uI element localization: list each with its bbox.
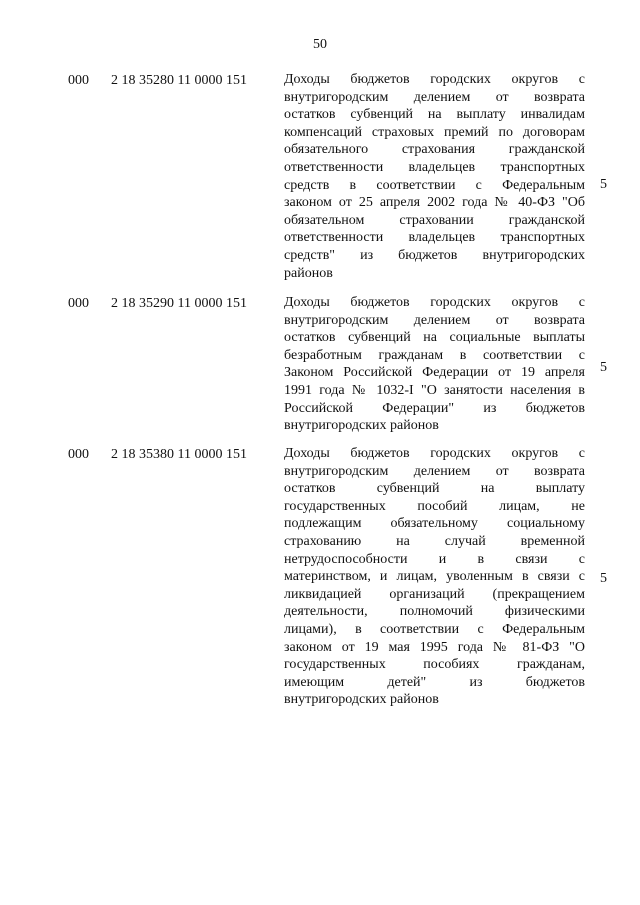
description-line: государственных пособиях гражданам, — [284, 657, 585, 673]
description-line: средств" из бюджетов внутригородских — [284, 247, 585, 263]
row-value: 5 — [600, 571, 607, 586]
budget-classification-code: 2 18 35290 11 0000 151 — [111, 296, 247, 311]
description-line: обязательного страхования гражданской — [284, 142, 585, 158]
income-description — [284, 71, 585, 282]
income-description — [284, 294, 585, 435]
description-line: внутригородских районов — [284, 692, 439, 708]
description-line: ответственности владельцев транспортных — [284, 159, 585, 175]
description-line: законом от 19 мая 1995 года № 81-ФЗ "О — [284, 639, 585, 655]
description-line: ответственности владельцев транспортных — [284, 230, 585, 246]
description-line: остатков субвенций на выплату — [284, 481, 585, 497]
description-line: внутригородским делением от возврата — [284, 463, 585, 479]
description-line: внутригородских районов — [284, 418, 439, 434]
description-line: ликвидацией организаций (прекращением — [284, 586, 585, 602]
admin-code: 000 — [68, 73, 89, 88]
description-line: материнством, и лицам, уволенным в связи с — [284, 569, 585, 585]
description-line: Российской Федерации" из бюджетов — [284, 400, 585, 416]
admin-code: 000 — [68, 296, 89, 311]
admin-code: 000 — [68, 447, 89, 462]
description-line: государственных пособий лицам, не — [284, 498, 585, 514]
description-line: Доходы бюджетов городских округов с — [284, 295, 585, 310]
description-line: имеющим детей" из бюджетов — [284, 674, 585, 690]
budget-classification-code: 2 18 35280 11 0000 151 — [111, 73, 247, 88]
description-line: средств в соответствии с Федеральным — [284, 177, 585, 193]
description-line: остатков субвенций на выплату инвалидам — [284, 107, 585, 123]
row-value: 5 — [600, 360, 607, 375]
description-line: законом от 25 апреля 2002 года № 40-ФЗ "Об — [284, 195, 585, 211]
description-line: обязательном страховании гражданской — [284, 212, 585, 228]
row-value: 5 — [600, 177, 607, 192]
description-line: лицами), в соответствии с Федеральным — [284, 621, 585, 637]
description-line: страхованию на случай временной — [284, 533, 585, 549]
description-line: подлежащим обязательному социальному — [284, 516, 585, 532]
description-line: Доходы бюджетов городских округов с — [284, 72, 585, 87]
description-line: нетрудоспособности и в связи с — [284, 551, 585, 567]
description-line: остатков субвенций на социальные выплаты — [284, 330, 585, 346]
income-description — [284, 445, 585, 709]
description-line: 1991 года № 1032-I "О занятости населения в — [284, 382, 585, 398]
description-line: компенсаций страховых премий по договорам — [284, 124, 585, 140]
description-line: районов — [284, 265, 333, 281]
description-line: Доходы бюджетов городских округов с — [284, 446, 585, 461]
description-line: внутригородским делением от возврата — [284, 89, 585, 105]
description-line: Законом Российской Федерации от 19 апреля — [284, 365, 585, 381]
description-line: деятельности, полномочий физическими — [284, 604, 585, 620]
page-number: 50 — [313, 37, 327, 52]
budget-classification-code: 2 18 35380 11 0000 151 — [111, 447, 247, 462]
description-line: безработным гражданам в соответствии с — [284, 347, 585, 363]
description-line: внутригородским делением от возврата — [284, 312, 585, 328]
